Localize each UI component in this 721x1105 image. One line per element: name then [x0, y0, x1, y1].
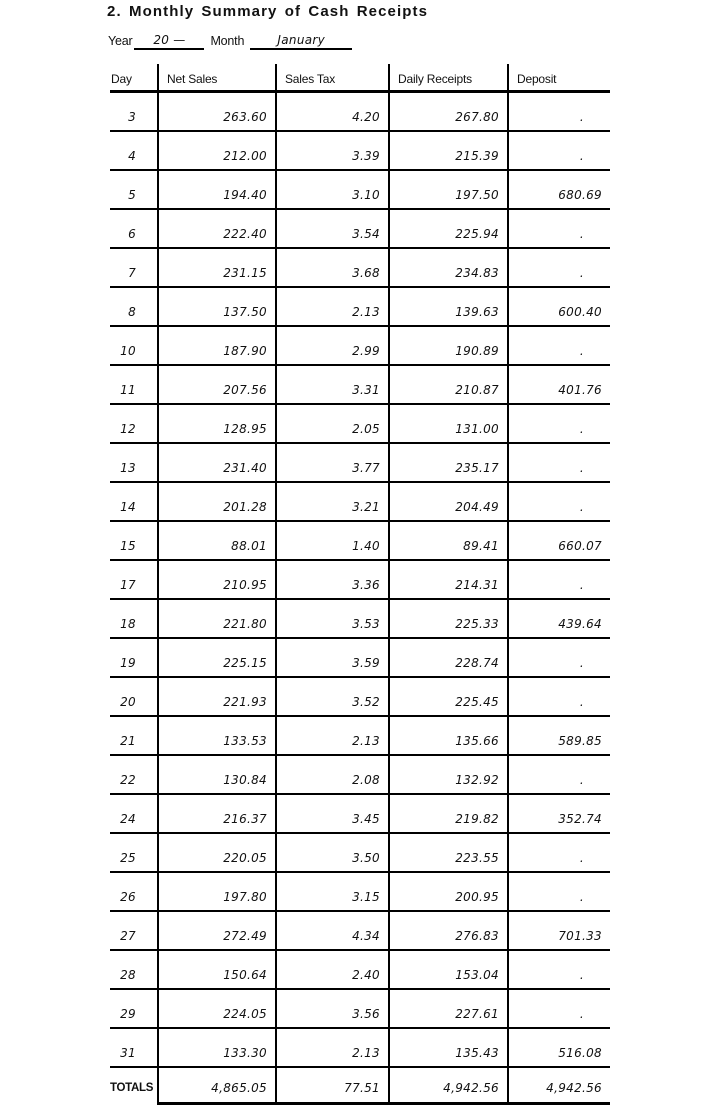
- net-sales-cell: 187.90: [158, 326, 276, 365]
- sales-tax-cell: 3.50: [276, 833, 389, 872]
- page-title: 2. Monthly Summary of Cash Receipts: [107, 3, 429, 20]
- sales-tax-cell: 3.52: [276, 677, 389, 716]
- deposit-cell: .: [508, 950, 610, 989]
- sales-tax-cell: 2.40: [276, 950, 389, 989]
- sales-tax-cell: 3.45: [276, 794, 389, 833]
- sales-tax-cell: 4.20: [276, 92, 389, 132]
- header-sales-tax: Sales Tax: [276, 64, 389, 92]
- net-sales-cell: 207.56: [158, 365, 276, 404]
- net-sales-cell: 137.50: [158, 287, 276, 326]
- day-cell: 29: [110, 989, 158, 1028]
- sales-tax-cell: 3.15: [276, 872, 389, 911]
- net-sales-cell: 216.37: [158, 794, 276, 833]
- daily-receipts-cell: 190.89: [389, 326, 508, 365]
- deposit-cell: .: [508, 833, 610, 872]
- net-sales-cell: 220.05: [158, 833, 276, 872]
- sales-tax-cell: 3.39: [276, 131, 389, 170]
- day-cell: 3: [110, 92, 158, 132]
- sales-tax-cell: 2.13: [276, 716, 389, 755]
- table-row: [110, 248, 610, 287]
- day-cell: 8: [110, 287, 158, 326]
- daily-receipts-cell: 131.00: [389, 404, 508, 443]
- table-row: [110, 170, 610, 209]
- sales-tax-cell: 3.31: [276, 365, 389, 404]
- net-sales-cell: 201.28: [158, 482, 276, 521]
- month-label: Month: [210, 34, 245, 48]
- totals-daily-receipts-cell: 4,942.56: [389, 1067, 508, 1103]
- year-month-line: [108, 33, 352, 50]
- net-sales-cell: 133.30: [158, 1028, 276, 1067]
- daily-receipts-cell: 234.83: [389, 248, 508, 287]
- table-row: [110, 599, 610, 638]
- daily-receipts-cell: 235.17: [389, 443, 508, 482]
- sales-tax-cell: 3.36: [276, 560, 389, 599]
- net-sales-cell: 221.93: [158, 677, 276, 716]
- day-cell: 27: [110, 911, 158, 950]
- sales-tax-cell: 4.34: [276, 911, 389, 950]
- deposit-cell: 401.76: [508, 365, 610, 404]
- sales-tax-cell: 3.10: [276, 170, 389, 209]
- day-cell: 26: [110, 872, 158, 911]
- daily-receipts-cell: 135.66: [389, 716, 508, 755]
- table-row: [110, 911, 610, 950]
- day-cell: 20: [110, 677, 158, 716]
- day-cell: 11: [110, 365, 158, 404]
- table-header-row: [110, 64, 610, 92]
- net-sales-cell: 197.80: [158, 872, 276, 911]
- net-sales-cell: 221.80: [158, 599, 276, 638]
- net-sales-cell: 210.95: [158, 560, 276, 599]
- deposit-cell: .: [508, 989, 610, 1028]
- day-cell: 7: [110, 248, 158, 287]
- sales-tax-cell: 3.68: [276, 248, 389, 287]
- table-row: [110, 677, 610, 716]
- day-cell: 28: [110, 950, 158, 989]
- daily-receipts-cell: 89.41: [389, 521, 508, 560]
- deposit-cell: .: [508, 482, 610, 521]
- table-row: [110, 482, 610, 521]
- sales-tax-cell: 3.59: [276, 638, 389, 677]
- net-sales-cell: 133.53: [158, 716, 276, 755]
- deposit-cell: .: [508, 248, 610, 287]
- table-row: [110, 755, 610, 794]
- table-row: [110, 1028, 610, 1067]
- totals-deposit-cell: 4,942.56: [508, 1067, 610, 1103]
- table-row: [110, 131, 610, 170]
- net-sales-cell: 194.40: [158, 170, 276, 209]
- table-row: [110, 833, 610, 872]
- sales-tax-cell: 2.05: [276, 404, 389, 443]
- daily-receipts-cell: 215.39: [389, 131, 508, 170]
- sales-tax-cell: 3.53: [276, 599, 389, 638]
- deposit-cell: .: [508, 443, 610, 482]
- net-sales-cell: 225.15: [158, 638, 276, 677]
- daily-receipts-cell: 228.74: [389, 638, 508, 677]
- sales-tax-cell: 3.21: [276, 482, 389, 521]
- table-row: [110, 443, 610, 482]
- sales-tax-cell: 2.08: [276, 755, 389, 794]
- sales-tax-cell: 1.40: [276, 521, 389, 560]
- table-row: [110, 404, 610, 443]
- table-row: [110, 872, 610, 911]
- net-sales-cell: 88.01: [158, 521, 276, 560]
- deposit-cell: 660.07: [508, 521, 610, 560]
- daily-receipts-cell: 225.94: [389, 209, 508, 248]
- daily-receipts-cell: 225.45: [389, 677, 508, 716]
- daily-receipts-cell: 139.63: [389, 287, 508, 326]
- daily-receipts-cell: 267.80: [389, 92, 508, 132]
- net-sales-cell: 263.60: [158, 92, 276, 132]
- day-cell: 17: [110, 560, 158, 599]
- deposit-cell: .: [508, 677, 610, 716]
- table-row: [110, 950, 610, 989]
- daily-receipts-cell: 276.83: [389, 911, 508, 950]
- table-row: [110, 365, 610, 404]
- deposit-cell: .: [508, 872, 610, 911]
- day-cell: 5: [110, 170, 158, 209]
- deposit-cell: .: [508, 404, 610, 443]
- day-cell: 15: [110, 521, 158, 560]
- day-cell: 14: [110, 482, 158, 521]
- deposit-cell: .: [508, 131, 610, 170]
- year-field: 20 —: [134, 33, 204, 50]
- header-deposit: Deposit: [508, 64, 610, 92]
- sales-tax-cell: 2.99: [276, 326, 389, 365]
- sales-tax-cell: 3.54: [276, 209, 389, 248]
- daily-receipts-cell: 153.04: [389, 950, 508, 989]
- table-row: [110, 716, 610, 755]
- deposit-cell: 680.69: [508, 170, 610, 209]
- daily-receipts-cell: 227.61: [389, 989, 508, 1028]
- daily-receipts-cell: 219.82: [389, 794, 508, 833]
- daily-receipts-cell: 214.31: [389, 560, 508, 599]
- deposit-cell: .: [508, 638, 610, 677]
- year-label: Year: [108, 34, 133, 48]
- deposit-cell: .: [508, 755, 610, 794]
- net-sales-cell: 128.95: [158, 404, 276, 443]
- net-sales-cell: 150.64: [158, 950, 276, 989]
- day-cell: 4: [110, 131, 158, 170]
- table-body: [110, 92, 610, 1104]
- day-cell: 22: [110, 755, 158, 794]
- daily-receipts-cell: 204.49: [389, 482, 508, 521]
- daily-receipts-cell: 132.92: [389, 755, 508, 794]
- header-daily-receipts: Daily Receipts: [389, 64, 508, 92]
- deposit-cell: .: [508, 326, 610, 365]
- net-sales-cell: 272.49: [158, 911, 276, 950]
- sales-tax-cell: 3.56: [276, 989, 389, 1028]
- table-row: [110, 209, 610, 248]
- day-cell: 19: [110, 638, 158, 677]
- day-cell: 24: [110, 794, 158, 833]
- table-row: [110, 638, 610, 677]
- day-cell: 25: [110, 833, 158, 872]
- net-sales-cell: 231.40: [158, 443, 276, 482]
- daily-receipts-cell: 225.33: [389, 599, 508, 638]
- net-sales-cell: 231.15: [158, 248, 276, 287]
- deposit-cell: 439.64: [508, 599, 610, 638]
- net-sales-cell: 222.40: [158, 209, 276, 248]
- totals-row: [110, 1067, 610, 1103]
- day-cell: 31: [110, 1028, 158, 1067]
- daily-receipts-cell: 200.95: [389, 872, 508, 911]
- sales-tax-cell: 2.13: [276, 287, 389, 326]
- deposit-cell: .: [508, 92, 610, 132]
- month-field: January: [250, 33, 352, 50]
- table-row: [110, 794, 610, 833]
- deposit-cell: 516.08: [508, 1028, 610, 1067]
- net-sales-cell: 224.05: [158, 989, 276, 1028]
- net-sales-cell: 130.84: [158, 755, 276, 794]
- totals-sales-tax-cell: 77.51: [276, 1067, 389, 1103]
- day-cell: 21: [110, 716, 158, 755]
- deposit-cell: 352.74: [508, 794, 610, 833]
- sales-tax-cell: 2.13: [276, 1028, 389, 1067]
- totals-label: TOTALS: [110, 1067, 158, 1103]
- deposit-cell: 589.85: [508, 716, 610, 755]
- deposit-cell: 701.33: [508, 911, 610, 950]
- deposit-cell: .: [508, 560, 610, 599]
- net-sales-cell: 212.00: [158, 131, 276, 170]
- daily-receipts-cell: 197.50: [389, 170, 508, 209]
- day-cell: 18: [110, 599, 158, 638]
- cash-receipts-table: [110, 64, 610, 1105]
- totals-net-sales-cell: 4,865.05: [158, 1067, 276, 1103]
- day-cell: 6: [110, 209, 158, 248]
- header-day: Day: [110, 64, 158, 92]
- day-cell: 10: [110, 326, 158, 365]
- table-row: [110, 560, 610, 599]
- day-cell: 13: [110, 443, 158, 482]
- sales-tax-cell: 3.77: [276, 443, 389, 482]
- deposit-cell: .: [508, 209, 610, 248]
- daily-receipts-cell: 135.43: [389, 1028, 508, 1067]
- daily-receipts-cell: 210.87: [389, 365, 508, 404]
- table-row: [110, 989, 610, 1028]
- deposit-cell: 600.40: [508, 287, 610, 326]
- day-cell: 12: [110, 404, 158, 443]
- daily-receipts-cell: 223.55: [389, 833, 508, 872]
- header-net-sales: Net Sales: [158, 64, 276, 92]
- table-row: [110, 92, 610, 132]
- table-row: [110, 287, 610, 326]
- table-row: [110, 521, 610, 560]
- table-row: [110, 326, 610, 365]
